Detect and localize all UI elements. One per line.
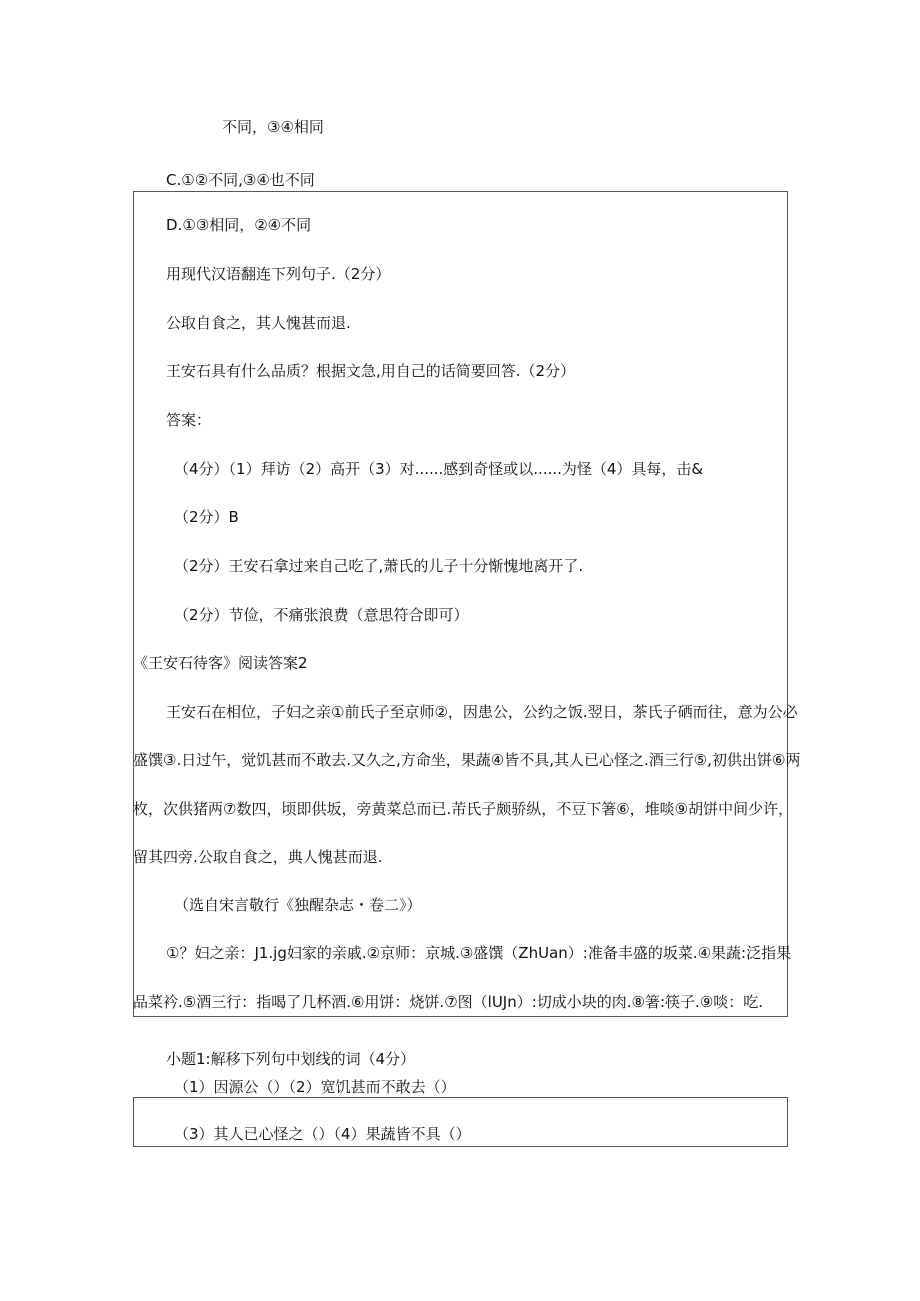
passage-line: 留其四旁.公取自食之，典人愧甚而退. <box>133 848 383 866</box>
answer-heading: 答案： <box>166 411 212 429</box>
question-quality: 王安石具有什么品质？根据文急,用自己的话简要回答.（2分） <box>166 362 576 380</box>
passage-line: 枚，次供猪两⑦数四，顷即供坂，旁黄菜总而已.芾氏子颇骄纵，不豆下箸⑥，堆啖⑨胡饼中间少许， <box>133 800 794 818</box>
subquestion-items: （3）其人已心怪之（）（4）果蔬皆不具（） <box>174 1125 471 1143</box>
sentence: 公取自食之，其人愧甚而退. <box>166 314 351 332</box>
subquestion-title: 小题1:解移下列句中划线的词（4分） <box>166 1050 416 1068</box>
answer-2: （2分）B <box>174 508 239 526</box>
answer-4: （2分）节俭，不痛张浪费（意思符合即可） <box>174 606 469 624</box>
section-title: 《王安石待客》阅读答案2 <box>133 654 308 672</box>
answer-3: （2分）王安石拿过来自己吃了,萧氏的儿子十分惭愧地离开了. <box>174 557 584 575</box>
question-translate: 用现代汉语翻连下列句子.（2分） <box>166 265 391 283</box>
text-line: 不同，③④相同 <box>222 118 324 136</box>
option-c: C.①②不同,③④也不同 <box>166 171 315 189</box>
notes-line: ①？妇之亲：J1.jg妇家的亲戚.②京师：京城.③盛馔（ZhUan）:准备丰盛的坂菜.④果蔬:泛指果 <box>166 944 792 962</box>
answer-1: （4分）（1）拜访（2）高开（3）对......感到奇怪或以......为怪（4）具每，击& <box>174 460 704 478</box>
option-d: D.①③相同，②④不同 <box>166 216 312 234</box>
passage-line: 盛馔③.日过午，觉饥甚而不敢去.又久之,方命坐，果蔬④皆不具,其人已心怪之.酒三行⑤,初供出饼⑥两 <box>133 751 801 769</box>
source-citation: （选自宋言敬行《独醒杂志・卷二》） <box>174 896 422 914</box>
notes-line: 品菜衿.⑤酒三行：指喝了几杯酒.⑥用饼：烧饼.⑦图（lUJn）:切成小块的肉.⑧箸:筷子.⑨啖：吃. <box>133 993 764 1011</box>
passage-line: 王安石在相位，子妇之亲①前氏子至京师②，因患公，公约之饭.翌日，茶氏子硒而往，意为公必 <box>166 703 798 721</box>
subquestion-items: （1）因源公（）（2）宽饥甚而不敢去（） <box>174 1078 456 1096</box>
